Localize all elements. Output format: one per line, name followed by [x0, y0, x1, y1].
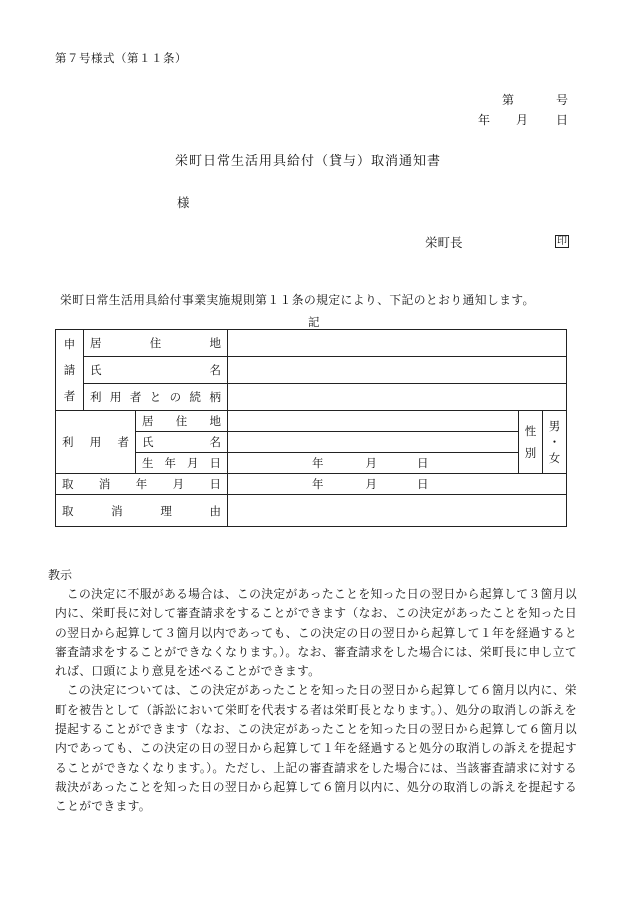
issue-date-day: 日	[556, 113, 569, 127]
issue-date-year: 年	[478, 113, 491, 127]
user-address-label: 居 住 地	[136, 411, 228, 432]
cancel-reason-label: 取 消 理 由	[56, 495, 228, 527]
cancel-date-label: 取 消 年 月 日	[56, 474, 228, 495]
applicant-relation-label: 利 用 者 と の 続 柄	[84, 384, 228, 411]
date-unit-year: 年	[312, 456, 324, 470]
date-unit-day: 日	[417, 477, 429, 491]
applicant-address-label: 居 住 地	[84, 330, 228, 357]
document-number-prefix: 第	[502, 93, 515, 107]
notice-heading: 教示	[48, 568, 73, 582]
gender-options[interactable]	[542, 411, 566, 474]
seal-mark: 印	[557, 236, 567, 247]
date-unit-year: 年	[312, 477, 324, 491]
applicant-label-char: 者	[63, 389, 76, 403]
applicant-label	[56, 330, 84, 411]
date-unit-day: 日	[417, 456, 429, 470]
notice-paragraph: この決定に不服がある場合は、この決定があったことを知った日の翌日から起算して３箇月以内に、栄町長に対して審査請求をすることができます（なお、この決定があったことを知った日の翌日から起算して３箇月以内であっても、この決定の日の翌日から起算して１年を経過すると審査請求をすることができなくなります。）。なお、審査請求をした場合には、栄町長に申し立てれば、口頭により意見を述べることができます。	[55, 587, 577, 679]
applicant-label-char: 請	[63, 363, 76, 377]
applicant-name-field[interactable]	[228, 357, 567, 384]
applicant-name-label: 氏 名	[84, 357, 228, 384]
notice-form-table	[55, 329, 567, 527]
cancel-date-field[interactable]	[228, 474, 567, 495]
user-label: 利 用 者	[56, 411, 136, 474]
recipient-honorific: 様	[177, 195, 190, 210]
user-birthdate-label: 生 年 月 日	[136, 453, 228, 474]
gender-label	[518, 411, 542, 474]
user-address-field[interactable]	[228, 411, 519, 432]
date-unit-month: 月	[365, 456, 377, 470]
date-unit-month: 月	[365, 477, 377, 491]
form-number: 第７号様式（第１１条）	[55, 51, 187, 65]
page-title: 栄町日常生活用具給付（貸与）取消通知書	[175, 154, 442, 169]
cancel-reason-field[interactable]	[228, 495, 567, 527]
issue-date-month: 月	[516, 113, 529, 127]
gender-label-char: 別	[524, 446, 537, 460]
user-name-field[interactable]	[228, 432, 519, 453]
applicant-relation-field[interactable]	[228, 384, 567, 411]
issuer-name: 栄町長	[425, 235, 463, 250]
user-birthdate-field[interactable]	[228, 453, 519, 474]
ki-heading: 記	[308, 315, 320, 329]
notice-body	[55, 585, 577, 817]
document-number-suffix: 号	[556, 93, 569, 107]
gender-separator: ・	[548, 435, 561, 449]
gender-label-char: 性	[524, 424, 537, 438]
user-name-label: 氏 名	[136, 432, 228, 453]
notice-paragraph: この決定については、この決定があったことを知った日の翌日から起算して６箇月以内に、栄町を被告として（訴訟において栄町を代表する者は栄町長となります。）、処分の取消しの訴えを提起することができます（なお、この決定があったことを知った日の翌日から起算して６箇月以内であっても、この決定の日の翌日から起算して１年を経過すると処分の取消しの訴えを提起することができなくなります。）。ただし、上記の審査請求をした場合には、当該審査請求に対する裁決があったことを知った日の翌日から起算して６箇月以内に、処分の取消しの訴えを提起することができます。	[55, 683, 577, 814]
intro-text: 栄町日常生活用具給付事業実施規則第１１条の規定により、下記のとおり通知します。	[60, 293, 535, 307]
gender-option-female: 女	[548, 451, 561, 465]
applicant-address-field[interactable]	[228, 330, 567, 357]
gender-option-male: 男	[548, 419, 561, 433]
applicant-label-char: 申	[63, 337, 76, 351]
